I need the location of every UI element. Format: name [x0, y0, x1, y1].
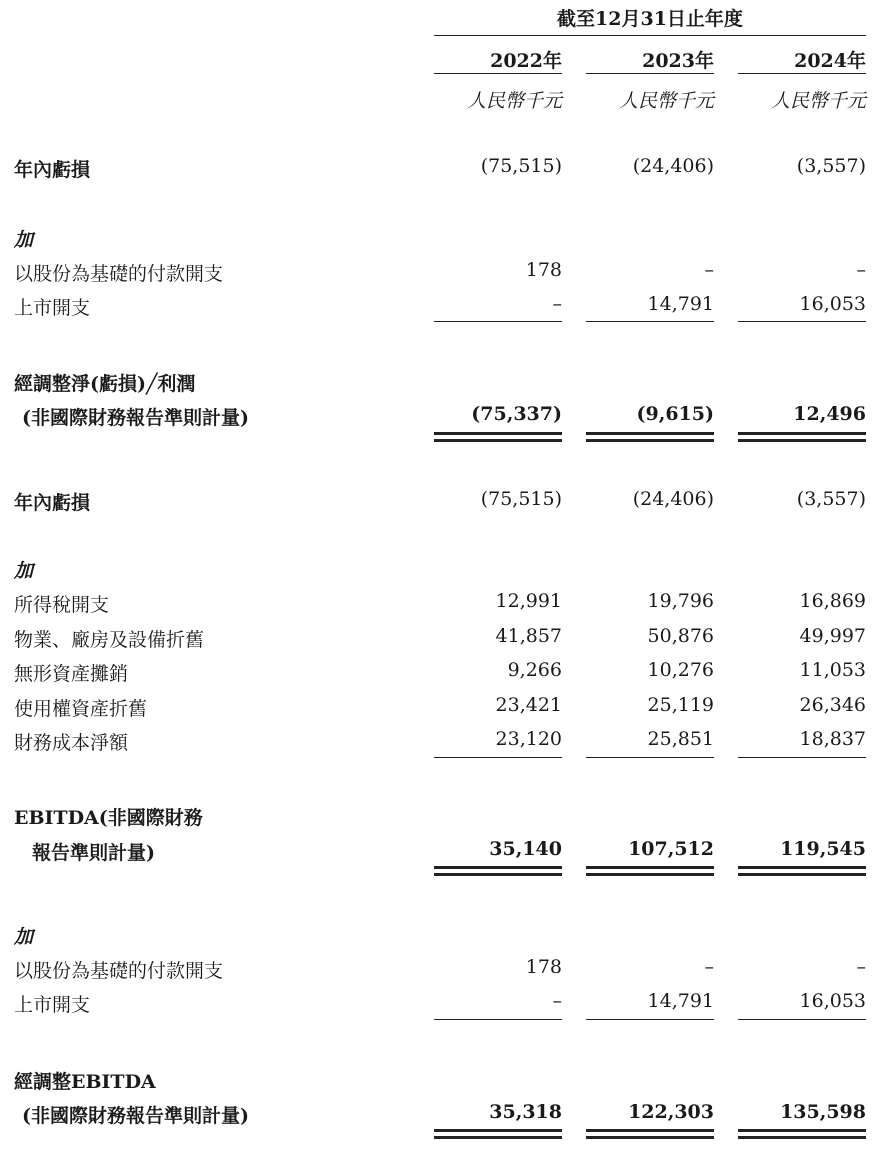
subtotal-rule-8	[586, 1019, 714, 1020]
income-tax-2023: 19,796	[647, 590, 714, 612]
subtotal-rule-6	[738, 757, 866, 758]
loss-label: 年內虧損	[14, 159, 91, 181]
listing-expense-label-3: 上市開支	[14, 994, 91, 1016]
income-tax-label: 所得稅開支	[14, 594, 110, 616]
listing-expense-2022: –	[552, 293, 562, 315]
share-payment-2023: –	[704, 259, 714, 281]
listing-expense3-2023: 14,791	[647, 990, 714, 1012]
adj-net-2023: (9,615)	[636, 403, 714, 425]
ebitda-2022: 35,140	[489, 838, 562, 860]
income-tax-2022: 12,991	[495, 590, 562, 612]
total-rule-9	[738, 1129, 866, 1139]
adj-net-2024: 12,496	[793, 403, 866, 425]
ebitda-2024: 119,545	[780, 838, 866, 860]
adj-net-label-line1: 經調整淨(虧損)╱利潤	[14, 373, 196, 395]
subtotal-rule-7	[434, 1019, 562, 1020]
year-2024: 2024年	[794, 50, 866, 72]
loss2-2024: (3,557)	[796, 488, 866, 510]
total-rule-7	[434, 1129, 562, 1139]
finance-cost-2024: 18,837	[799, 728, 866, 750]
share-payment3-2022: 178	[525, 956, 562, 978]
loss2-2022: (75,515)	[480, 488, 562, 510]
listing-expense-2024: 16,053	[799, 293, 866, 315]
intangible-amortization-2023: 10,276	[647, 659, 714, 681]
total-rule-8	[586, 1129, 714, 1139]
adj-ebitda-2022: 35,318	[489, 1101, 562, 1123]
ebitda-label-line2: 報告準則計量)	[32, 842, 155, 864]
year-rule-2	[586, 73, 714, 74]
listing-expense3-2022: –	[552, 990, 562, 1012]
subtotal-rule-2	[586, 321, 714, 322]
share-payment-2022: 178	[525, 259, 562, 281]
rou-depreciation-label: 使用權資產折舊	[14, 698, 148, 720]
subtotal-rule-4	[434, 757, 562, 758]
subtotal-rule-3	[738, 321, 866, 322]
ppe-depreciation-label: 物業、廠房及設備折舊	[14, 629, 205, 651]
year-2022: 2022年	[490, 50, 562, 72]
total-rule-3	[738, 432, 866, 442]
year-rule-1	[434, 73, 562, 74]
subtotal-rule-5	[586, 757, 714, 758]
intangible-amortization-label: 無形資產攤銷	[14, 663, 129, 685]
ppe-depreciation-2024: 49,997	[799, 625, 866, 647]
listing-expense3-2024: 16,053	[799, 990, 866, 1012]
total-rule-2	[586, 432, 714, 442]
header-rule	[434, 35, 866, 36]
ppe-depreciation-2022: 41,857	[495, 625, 562, 647]
unit-2022: 人民幣千元	[466, 90, 562, 112]
finance-cost-2023: 25,851	[647, 728, 714, 750]
loss-2022: (75,515)	[480, 155, 562, 177]
rou-depreciation-2022: 23,421	[495, 694, 562, 716]
total-rule-5	[586, 866, 714, 876]
add-label-2: 加	[14, 560, 34, 582]
adj-net-label-line2: (非國際財務報告準則計量)	[22, 407, 249, 429]
add-label: 加	[14, 229, 34, 251]
unit-2024: 人民幣千元	[770, 90, 866, 112]
ppe-depreciation-2023: 50,876	[647, 625, 714, 647]
listing-expense-2023: 14,791	[647, 293, 714, 315]
intangible-amortization-2022: 9,266	[507, 659, 562, 681]
intangible-amortization-2024: 11,053	[799, 659, 866, 681]
adj-ebitda-2024: 135,598	[780, 1101, 866, 1123]
year-rule-3	[738, 73, 866, 74]
share-payment-label: 以股份為基礎的付款開支	[14, 263, 224, 285]
loss2-2023: (24,406)	[632, 488, 714, 510]
total-rule-1	[434, 432, 562, 442]
year-2023: 2023年	[642, 50, 714, 72]
adj-ebitda-2023: 122,303	[628, 1101, 714, 1123]
share-payment3-2024: –	[856, 956, 866, 978]
finance-cost-2022: 23,120	[495, 728, 562, 750]
finance-cost-label: 財務成本淨額	[14, 732, 129, 754]
share-payment3-2023: –	[704, 956, 714, 978]
loss-2024: (3,557)	[796, 155, 866, 177]
share-payment-label-3: 以股份為基礎的付款開支	[14, 960, 224, 982]
ebitda-2023: 107,512	[628, 838, 714, 860]
adj-ebitda-label-line2: (非國際財務報告準則計量)	[22, 1105, 249, 1127]
unit-2023: 人民幣千元	[618, 90, 714, 112]
subtotal-rule-9	[738, 1019, 866, 1020]
total-rule-4	[434, 866, 562, 876]
listing-expense-label: 上市開支	[14, 297, 91, 319]
total-rule-6	[738, 866, 866, 876]
rou-depreciation-2023: 25,119	[647, 694, 714, 716]
adj-net-2022: (75,337)	[471, 403, 562, 425]
share-payment-2024: –	[856, 259, 866, 281]
ebitda-label-line1: EBITDA(非國際財務	[14, 807, 203, 829]
loss-2023: (24,406)	[632, 155, 714, 177]
subtotal-rule-1	[434, 321, 562, 322]
add-label-3: 加	[14, 926, 34, 948]
period-header: 截至12月31日止年度	[557, 8, 743, 30]
income-tax-2024: 16,869	[799, 590, 866, 612]
loss-label-2: 年內虧損	[14, 492, 91, 514]
adj-ebitda-label-line1: 經調整EBITDA	[14, 1071, 156, 1093]
rou-depreciation-2024: 26,346	[799, 694, 866, 716]
